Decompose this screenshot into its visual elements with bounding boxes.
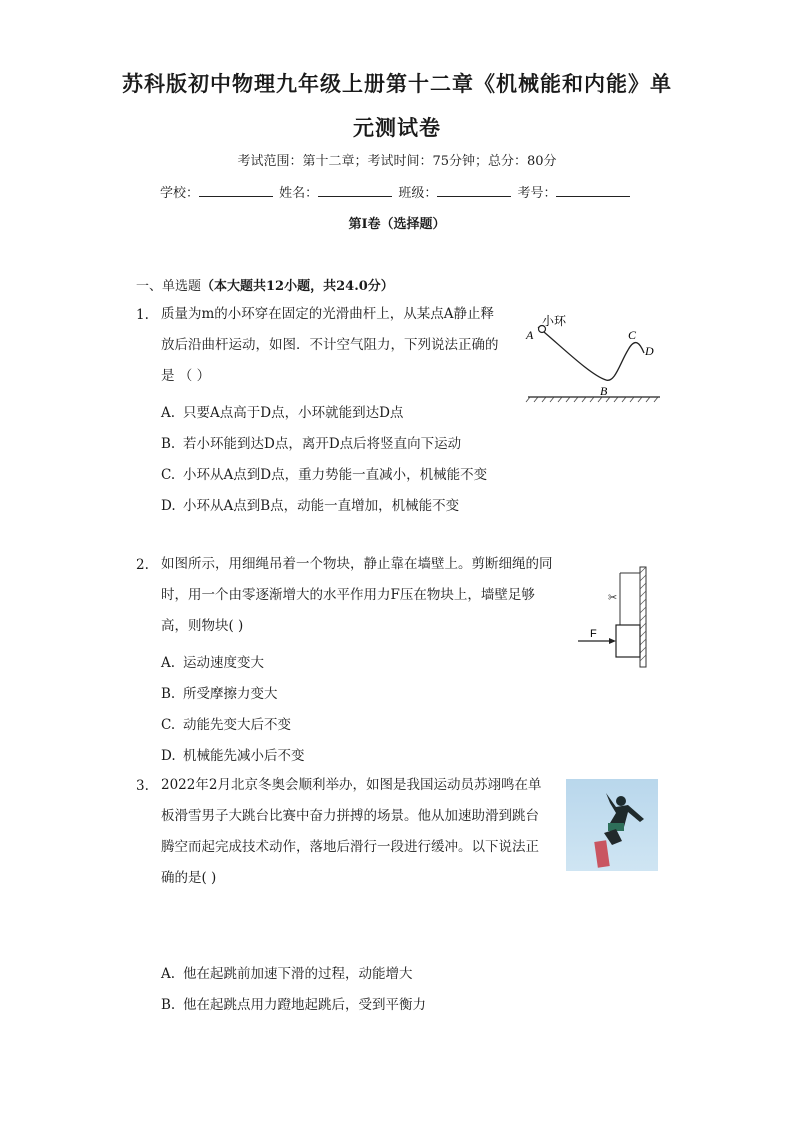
student-info-fields — [160, 182, 632, 201]
question-1-line: 质量为m的小环穿在固定的光滑曲杆上，从某点A静止释 — [161, 306, 495, 322]
arrow-head-icon — [609, 638, 616, 644]
wall-block-figure — [572, 565, 652, 670]
section-prefix: 一、单选题 — [136, 279, 202, 294]
option-text: 他在起跳点用力蹬地起跳后，受到平衡力 — [183, 997, 426, 1013]
option-letter: A. — [161, 405, 176, 421]
question-3-option-a[interactable] — [161, 962, 413, 982]
exam-title-line2: 元测试卷 — [353, 115, 441, 140]
option-letter: D. — [161, 498, 176, 514]
point-d-label: D — [645, 344, 654, 358]
exam-title-line1: 苏科版初中物理九年级上册第十二章《机械能和内能》单 — [122, 71, 672, 96]
option-letter: C. — [161, 717, 176, 733]
option-text: 只要A点高于D点，小环就能到达D点 — [183, 405, 404, 421]
curved-rod-figure — [520, 305, 665, 405]
question-2-number: 2. — [136, 557, 149, 573]
question-1-line: 是 （ ） — [161, 368, 211, 384]
class-field[interactable] — [437, 184, 511, 197]
question-3-line: 2022年2月北京冬奥会顺利举办，如图是我国运动员苏翊鸣在单 — [161, 777, 542, 793]
question-3-line: 确的是( ) — [161, 870, 217, 886]
question-1-number: 1. — [136, 307, 149, 323]
question-2-option-c[interactable] — [161, 713, 291, 733]
question-3-line: 板滑雪男子大跳台比赛中奋力拼搏的场景。他从加速助滑到跳台 — [161, 808, 539, 824]
ring-label: 小环 — [542, 314, 567, 328]
school-label: 学校： — [160, 186, 200, 201]
option-text: 动能先变大后不变 — [183, 717, 291, 733]
option-text: 小环从A点到D点，重力势能一直减小，机械能不变 — [183, 467, 488, 483]
class-label: 班级： — [398, 186, 438, 201]
number-field[interactable] — [556, 184, 630, 197]
question-2-stem — [161, 549, 571, 642]
question-2-option-b[interactable] — [161, 682, 278, 702]
question-1-line: 放后沿曲杆运动，如图．不计空气阻力，下列说法正确的 — [161, 337, 499, 353]
question-1-option-d[interactable] — [161, 494, 459, 514]
school-field[interactable] — [199, 184, 273, 197]
option-text: 机械能先减小后不变 — [183, 748, 305, 764]
scissors-icon: ✂ — [608, 591, 618, 604]
question-1-option-b[interactable] — [161, 432, 461, 452]
number-label: 考号： — [517, 186, 557, 201]
question-1-option-c[interactable] — [161, 463, 487, 483]
question-2-option-d[interactable] — [161, 744, 305, 764]
option-letter: C. — [161, 467, 176, 483]
section-heading — [136, 275, 394, 294]
option-letter: D. — [161, 748, 176, 764]
block — [616, 625, 640, 657]
question-2-line: 如图所示，用细绳吊着一个物块，静止靠在墙壁上。剪断细绳的同 — [161, 556, 553, 572]
name-label: 姓名： — [279, 186, 319, 201]
question-3-line: 腾空而起完成技术动作，落地后滑行一段进行缓冲。以下说法正 — [161, 839, 539, 855]
volume-heading: 第I卷（选择题） — [348, 217, 446, 232]
option-text: 小环从A点到B点，动能一直增加，机械能不变 — [183, 498, 460, 514]
option-letter: B. — [161, 686, 176, 702]
option-text: 所受摩擦力变大 — [183, 686, 278, 702]
ground-hatch — [526, 397, 658, 402]
option-letter: B. — [161, 997, 176, 1013]
question-3-stem — [161, 770, 556, 894]
question-3-number: 3. — [136, 778, 149, 794]
option-text: 若小环能到达D点，离开D点后将竖直向下运动 — [183, 436, 462, 452]
option-letter: B. — [161, 436, 176, 452]
question-2-line: 时，用一个由零逐渐增大的水平作用力F压在物块上，墙壁足够 — [161, 587, 535, 603]
option-letter: A. — [161, 655, 176, 671]
question-2-option-a[interactable] — [161, 651, 264, 671]
option-text: 他在起跳前加速下滑的过程，动能增大 — [183, 966, 413, 982]
name-field[interactable] — [318, 184, 392, 197]
question-1-option-a[interactable] — [161, 401, 403, 421]
exam-info: 考试范围：第十二章；考试时间：75分钟；总分：80分 — [237, 154, 557, 169]
point-b-label: B — [600, 384, 608, 398]
option-letter: A. — [161, 966, 176, 982]
option-text: 运动速度变大 — [183, 655, 264, 671]
question-2-line: 高，则物块( ) — [161, 618, 244, 634]
section-detail: （本大题共12小题，共24.0分） — [201, 279, 394, 294]
point-a-label: A — [526, 328, 534, 342]
force-label: F — [590, 628, 597, 640]
question-3-option-b[interactable] — [161, 993, 426, 1013]
snowboarder-photo — [566, 779, 658, 871]
question-1-stem — [161, 299, 511, 392]
point-c-label: C — [628, 328, 637, 342]
snowboarder-icon — [566, 779, 658, 871]
